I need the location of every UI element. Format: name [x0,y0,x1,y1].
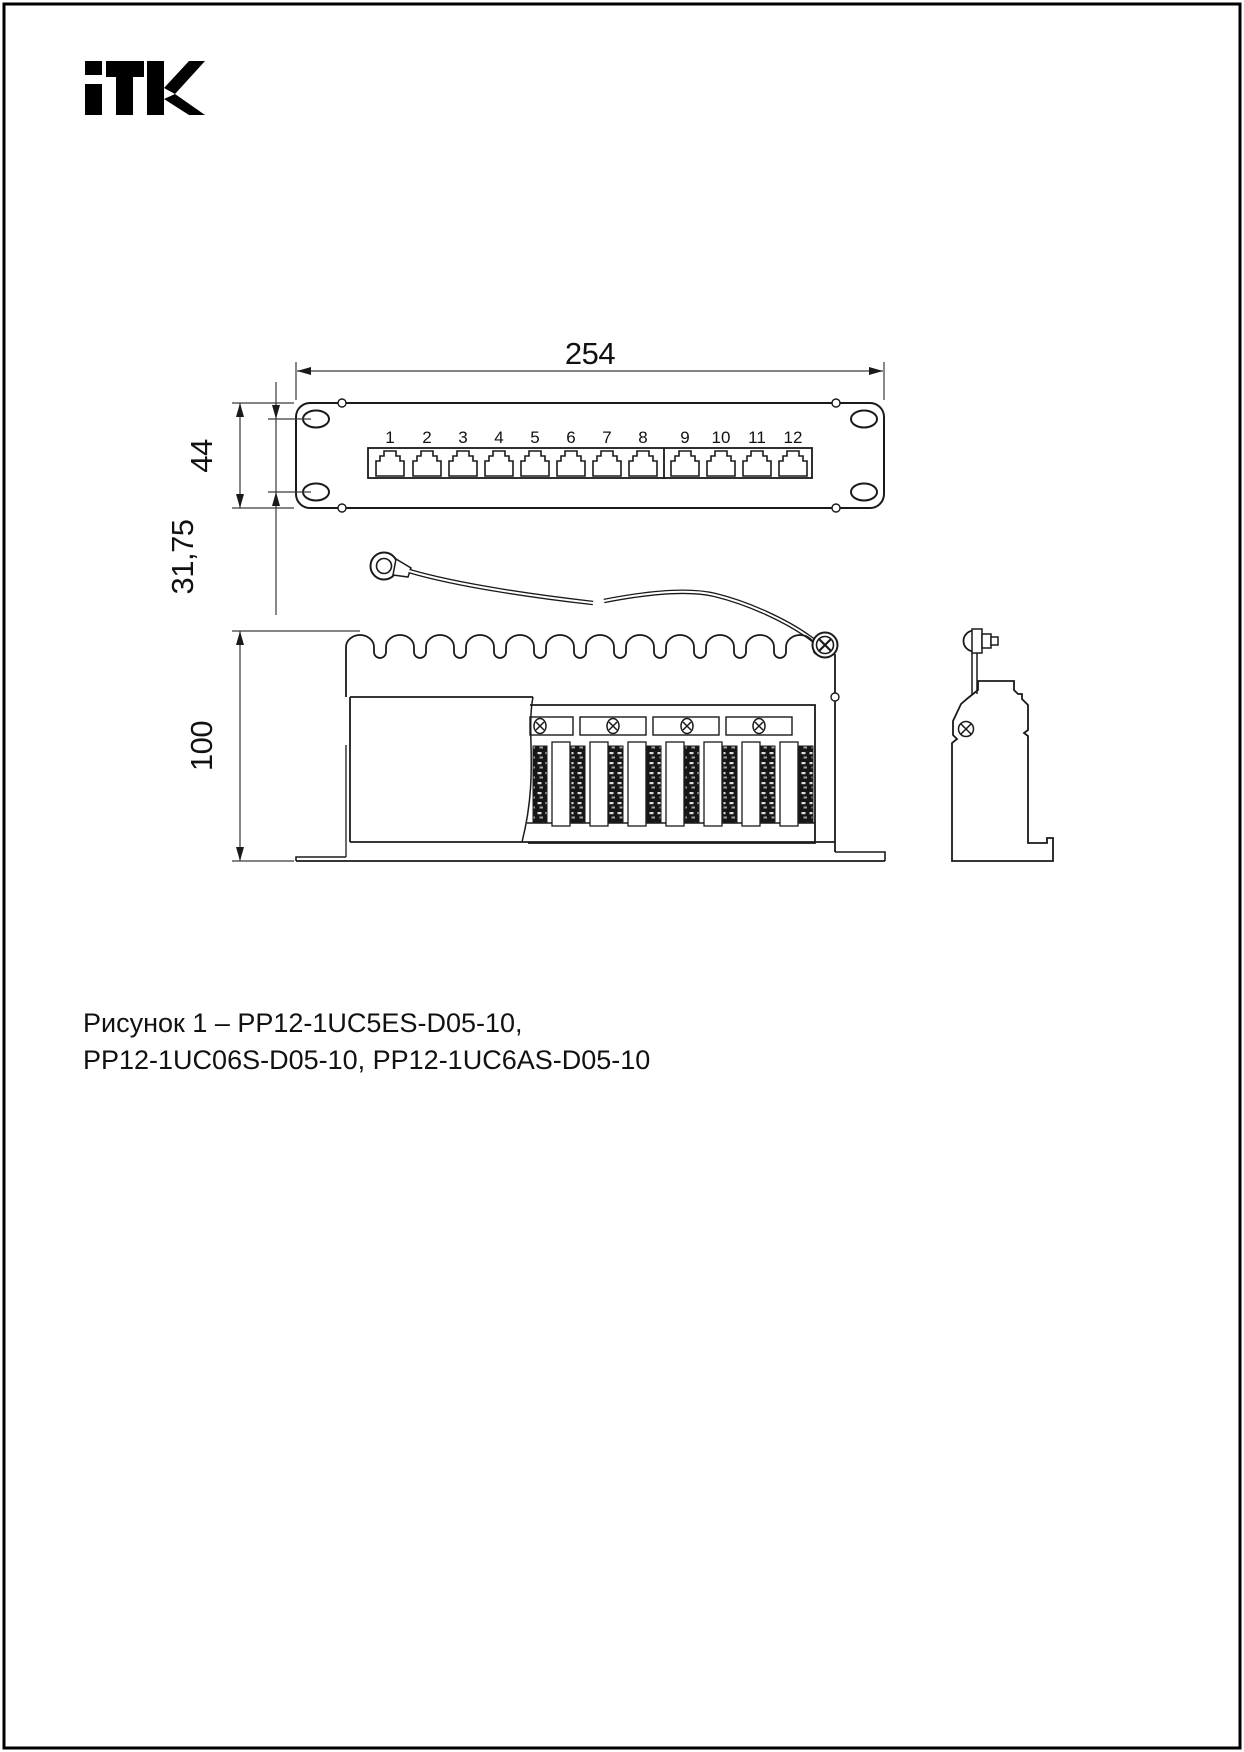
rj45-jack [707,451,735,476]
arrowhead [236,403,244,417]
port-label: 10 [711,428,731,447]
caption-line-2: PP12-1UC06S-D05-10, PP12-1UC6AS-D05-10 [83,1045,651,1075]
idc-contact-column [723,746,737,822]
mounting-slot [851,411,877,428]
ground-screw [813,633,838,658]
idc-contact-column [647,746,661,822]
screw-cross-icon [536,722,544,730]
logo-k-upper-arm [164,61,205,94]
dim-text-depth: 100 [184,720,219,772]
port-label: 7 [602,428,612,447]
front-view-drawing [296,399,884,512]
idc-cap-column [704,742,722,826]
rear-right-foot [835,852,885,861]
panel-notch [338,399,346,407]
arrowhead [272,405,280,419]
arrowhead [297,367,311,375]
rj45-jack [485,451,513,476]
side-screw [959,722,974,737]
port-label: 12 [783,428,803,447]
itk-logo [85,61,205,115]
rj45-jack [449,451,477,476]
dim-text-hole-spacing: 31,75 [165,519,200,595]
side-profile-outline [952,681,1053,861]
port-label: 9 [680,428,690,447]
rj45-jack [779,451,807,476]
logo-k-lower-arm [164,94,205,115]
port-label: 8 [638,428,648,447]
figure-caption [83,1008,650,1075]
rj45-jack [671,451,699,476]
logo-k-stem [147,61,164,115]
screw-cross-icon [961,724,971,734]
logo-t-stem [116,61,133,115]
screw-cross-icon [683,722,691,730]
idc-contact-column [685,746,699,822]
idc-terminal-columns [533,742,813,826]
rj45-jack [557,451,585,476]
dim-text-width: 254 [564,336,616,371]
idc-cap-column [666,742,684,826]
arrowhead [869,367,883,375]
break-line [522,697,533,842]
rj45-jack [376,451,404,476]
side-view-drawing [952,629,1053,861]
screw-cross-icon [755,722,763,730]
idc-cap-column [628,742,646,826]
logo-i-dot [85,61,102,75]
rear-view-drawing [296,633,885,862]
caption-line-1: Рисунок 1 – PP12-1UC5ES-D05-10, [83,1008,523,1038]
rj45-jacks [376,451,807,476]
idc-contact-column [571,746,585,822]
arrowhead [236,494,244,508]
port-label: 2 [422,428,432,447]
ground-wire-core [604,592,813,640]
port-label: 3 [458,428,468,447]
page-border [4,4,1240,1748]
port-label: 11 [748,428,766,447]
arrowhead [236,631,244,645]
stud-tip [991,637,998,645]
rj45-jack [413,451,441,476]
panel-notch [832,399,840,407]
ports-frame [368,448,812,478]
arrowhead [272,492,280,506]
screw-cross-icon [609,722,617,730]
idc-contact-column [761,746,775,822]
stud-washer [972,629,982,653]
port-label: 1 [385,428,395,447]
idc-cap-column [780,742,798,826]
stud-body [982,634,991,648]
mounting-slot [851,484,877,501]
panel-notch [832,504,840,512]
port-numbers [385,428,802,447]
ring-terminal-hole [377,559,392,574]
idc-contact-column [609,746,623,822]
side-ground-stud [964,629,999,653]
idc-cap-column [742,742,760,826]
rj45-jack [743,451,771,476]
port-label: 6 [566,428,576,447]
idc-contact-column [533,746,547,822]
idc-cap-column [552,742,570,826]
ground-wire-segment [604,592,813,640]
ground-wire-segment [409,571,593,603]
arrowhead [236,847,244,861]
port-label: 4 [494,428,504,447]
logo-i-stem [85,84,102,115]
strip-screws [534,719,765,734]
dim-text-height: 44 [184,439,219,473]
idc-contact-column [799,746,813,822]
idc-cap-column [590,742,608,826]
panel-notch [338,504,346,512]
rj45-jack [521,451,549,476]
rj45-jack [593,451,621,476]
panel-notch [831,693,839,701]
port-label: 5 [530,428,540,447]
terminal-barrel [393,559,411,577]
side-ground-plate [972,653,977,694]
rj45-jack [629,451,657,476]
grounding-wire-drawing [371,553,814,641]
cable-finger-strip [346,635,835,697]
